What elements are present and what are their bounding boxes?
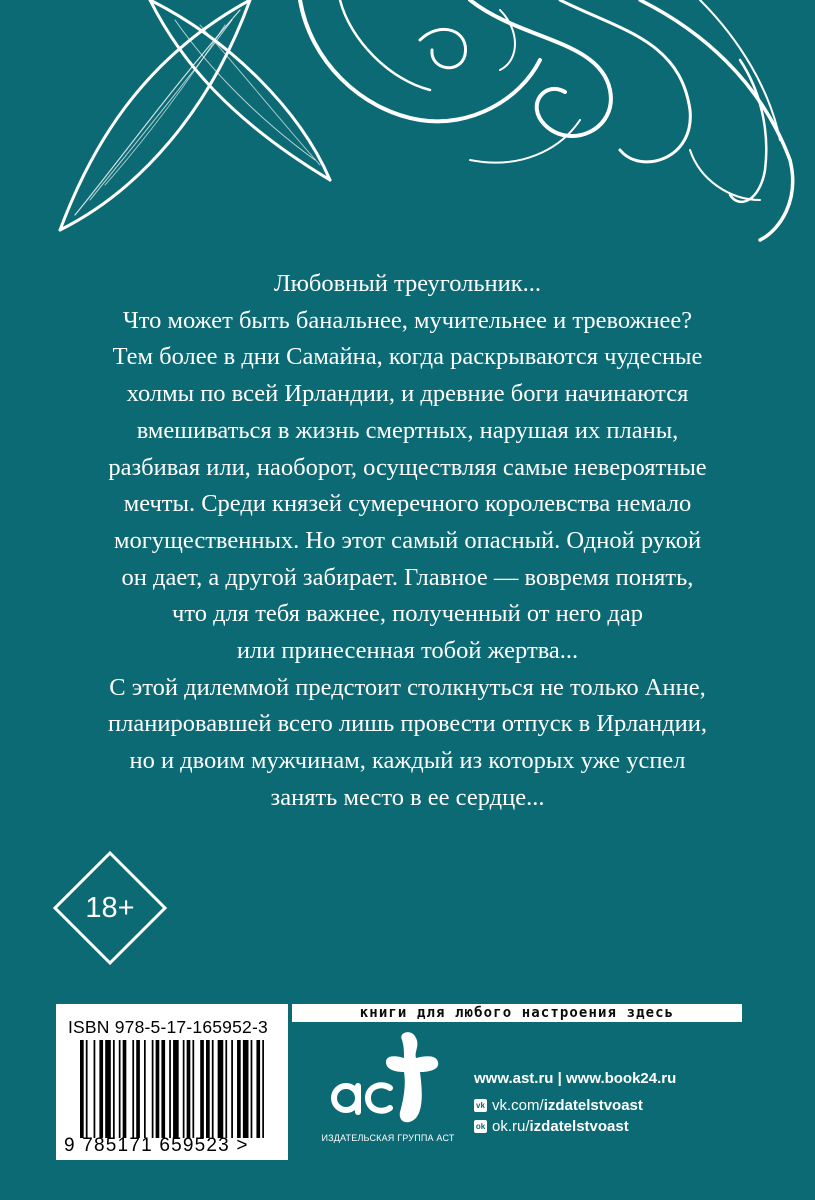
barcode-bar [132,1040,134,1138]
barcode-bar [94,1040,96,1138]
barcode-bar [243,1040,249,1138]
vk-link[interactable] [474,1097,774,1114]
blurb-line: мечты. Среди князей сумеречного королевства немало [123,490,692,518]
barcode-bar [156,1040,160,1138]
ok-handle: izdatelstvoast [529,1118,629,1135]
barcode-bar [152,1040,154,1138]
vk-icon: vk [474,1099,487,1112]
barcode-icon [80,1040,270,1138]
barcode-bar [113,1040,115,1138]
barcode-bar [161,1040,165,1138]
blurb-line: занять место в ее сердце... [270,783,545,811]
barcode-bar [192,1040,194,1138]
blurb-line: он дает, а другой забирает. Главное — вовремя понять, [121,563,694,591]
blurb-line: вмешиваться в жизнь смертных, нарушая их планы, [136,416,679,444]
blurb-line: могущественных. Но этот самый опасный. Одной рукой [113,526,702,554]
blurb-line: Что может быть банальнее, мучительнее и тревожнее? [122,306,693,334]
barcode-bar [86,1040,88,1138]
vk-prefix: vk.com/ [492,1097,544,1114]
barcode-bar [237,1040,241,1138]
barcode-bar [136,1040,140,1138]
decorative-ornament [0,0,815,250]
publisher-logo [312,1030,464,1150]
ast-logo-icon [324,1030,452,1130]
barcode-bar [231,1040,233,1138]
barcode-bar [80,1040,84,1138]
blurb-line: Тем более в дни Самайна, когда раскрываются чудесные [112,343,703,371]
blurb-line: что для тебя важнее, полученный от него дар [172,600,643,628]
barcode-box [56,1004,288,1160]
barcode-bar [119,1040,121,1138]
barcode-bar [105,1040,111,1138]
tagline-strip: книги для любого настроения здесь [292,1004,742,1022]
barcode-bar [99,1040,103,1138]
blurb-line: С этой дилеммой предстоит столкнуться не только Анне, [109,673,706,701]
blurb-line: разбивая или, наоборот, осуществляя самые невероятные [108,453,707,481]
vk-handle: izdatelstvoast [543,1097,643,1114]
publisher-links [474,1070,774,1135]
website-links[interactable]: www.ast.ru | www.book24.ru [474,1070,677,1087]
age-rating-label: 18+ [85,891,135,924]
barcode-bar [173,1040,179,1138]
blurb-line: или принесенная тобой жертва... [236,637,579,665]
barcode-bar [251,1040,253,1138]
barcode-bar [212,1040,214,1138]
age-rating-badge [53,851,167,965]
ok-prefix: ok.ru/ [492,1118,530,1135]
barcode-bar [187,1040,191,1138]
blurb-line: холмы по всей Ирландии, и древние боги начинаются [126,380,689,408]
barcode-bar [262,1040,264,1138]
blurb-line: Любовный треугольник... [273,270,542,297]
barcode-bar [256,1040,260,1138]
barcode-bar [206,1040,210,1138]
blurb-line: но и двоим мужчинам, каждый из которых уже успел [129,747,686,775]
book-description [40,266,775,817]
barcode-bar [123,1040,127,1138]
ok-icon: ok [475,1122,486,1131]
barcode-bar [183,1040,185,1138]
barcode-bar [144,1040,146,1138]
barcode-bar [169,1040,171,1138]
isbn-label: ISBN 978-5-17-165952-3 [68,1017,268,1037]
ok-link[interactable] [474,1118,774,1135]
barcode-digits: 9 785171 659523 > [64,1135,249,1156]
barcode-bar [200,1040,204,1138]
barcode-bar [218,1040,224,1138]
barcode-bar [225,1040,227,1138]
blurb-line: планировавшей всего лишь провести отпуск в Ирландии, [108,710,707,738]
publisher-caption: ИЗДАТЕЛЬСКАЯ ГРУППА АСТ [321,1133,455,1143]
